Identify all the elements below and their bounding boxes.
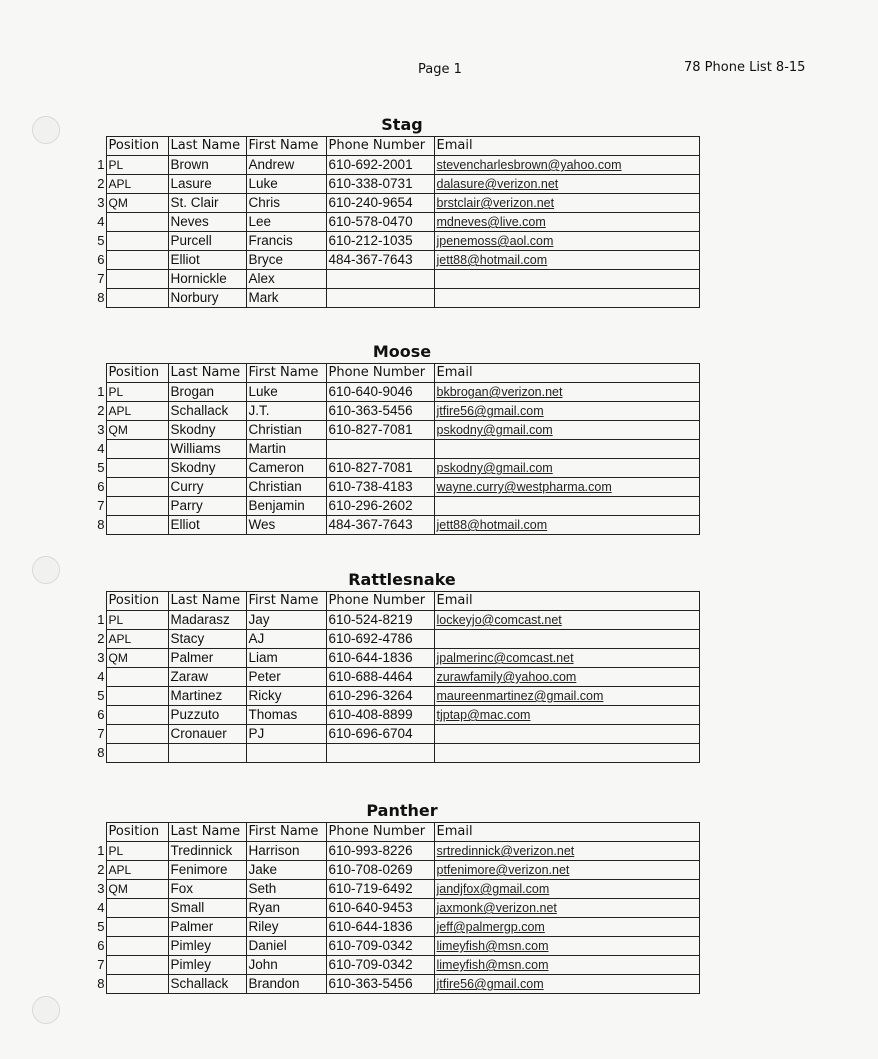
email-link[interactable]: jtfire56@gmail.com bbox=[434, 975, 699, 994]
row-number: 3 bbox=[97, 881, 105, 896]
position-cell bbox=[106, 289, 168, 308]
last-name-cell: Madarasz bbox=[168, 611, 246, 630]
section-title: Stag bbox=[381, 115, 423, 134]
email-link[interactable]: limeyfish@msn.com bbox=[434, 937, 699, 956]
last-name-cell: Palmer bbox=[168, 918, 246, 937]
last-name-cell: Martinez bbox=[168, 687, 246, 706]
first-name-cell: Ryan bbox=[246, 899, 326, 918]
row-number: 2 bbox=[97, 403, 105, 418]
position-cell: PL bbox=[106, 383, 168, 402]
row-number: 3 bbox=[97, 195, 105, 210]
position-cell bbox=[106, 516, 168, 535]
table-row bbox=[93, 880, 699, 899]
email-link[interactable]: jeff@palmergp.com bbox=[434, 918, 699, 937]
position-cell bbox=[106, 975, 168, 994]
position-cell bbox=[106, 478, 168, 497]
email-link[interactable]: stevencharlesbrown@yahoo.com bbox=[434, 156, 699, 175]
last-name-cell: Purcell bbox=[168, 232, 246, 251]
position-cell: APL bbox=[106, 630, 168, 649]
phone-cell: 610-212-1035 bbox=[326, 232, 434, 251]
first-name-header: First Name bbox=[246, 823, 326, 842]
position-header: Position bbox=[106, 364, 168, 383]
last-name-cell: Hornickle bbox=[168, 270, 246, 289]
table-row bbox=[93, 687, 699, 706]
first-name-cell: Luke bbox=[246, 383, 326, 402]
first-name-cell: Jake bbox=[246, 861, 326, 880]
row-number: 6 bbox=[97, 479, 105, 494]
position-cell: PL bbox=[106, 842, 168, 861]
email-link bbox=[434, 289, 699, 308]
last-name-cell: Palmer bbox=[168, 649, 246, 668]
table-row bbox=[93, 899, 699, 918]
email-header: Email bbox=[434, 823, 699, 842]
email-link[interactable]: jett88@hotmail.com bbox=[434, 251, 699, 270]
position-cell: QM bbox=[106, 880, 168, 899]
table-row bbox=[93, 842, 699, 861]
header-row bbox=[93, 823, 699, 842]
last-name-cell: Lasure bbox=[168, 175, 246, 194]
email-link[interactable]: dalasure@verizon.net bbox=[434, 175, 699, 194]
punch-hole bbox=[32, 116, 60, 144]
phone-header: Phone Number bbox=[326, 823, 434, 842]
punch-hole bbox=[32, 996, 60, 1024]
last-name-cell: Neves bbox=[168, 213, 246, 232]
last-name-cell: Schallack bbox=[168, 402, 246, 421]
position-header: Position bbox=[106, 592, 168, 611]
last-name-cell: Curry bbox=[168, 478, 246, 497]
first-name-cell bbox=[246, 744, 326, 763]
row-number: 2 bbox=[97, 176, 105, 191]
phone-cell: 610-708-0269 bbox=[326, 861, 434, 880]
position-header: Position bbox=[106, 137, 168, 156]
table-row bbox=[93, 383, 699, 402]
email-link[interactable]: jett88@hotmail.com bbox=[434, 516, 699, 535]
row-number: 6 bbox=[97, 938, 105, 953]
table-row bbox=[93, 459, 699, 478]
table-row bbox=[93, 213, 699, 232]
last-name-cell: Tredinnick bbox=[168, 842, 246, 861]
row-number: 8 bbox=[97, 290, 105, 305]
last-name-header: Last Name bbox=[168, 364, 246, 383]
first-name-cell: Luke bbox=[246, 175, 326, 194]
position-cell bbox=[106, 956, 168, 975]
table-row bbox=[93, 478, 699, 497]
row-number: 5 bbox=[97, 233, 105, 248]
table-row bbox=[93, 956, 699, 975]
phone-cell bbox=[326, 270, 434, 289]
row-number: 1 bbox=[97, 612, 105, 627]
position-cell bbox=[106, 668, 168, 687]
section-title: Moose bbox=[372, 342, 432, 361]
last-name-cell: Elliot bbox=[168, 251, 246, 270]
first-name-header: First Name bbox=[246, 364, 326, 383]
phone-cell: 610-640-9046 bbox=[326, 383, 434, 402]
position-cell: APL bbox=[106, 861, 168, 880]
email-link[interactable]: jpenemoss@aol.com bbox=[434, 232, 699, 251]
phone-cell: 610-640-9453 bbox=[326, 899, 434, 918]
email-link[interactable]: brstclair@verizon.net bbox=[434, 194, 699, 213]
row-number: 4 bbox=[97, 669, 105, 684]
phone-cell: 610-738-4183 bbox=[326, 478, 434, 497]
page-label: Page 1 bbox=[418, 62, 462, 77]
phone-cell: 610-644-1836 bbox=[326, 649, 434, 668]
phone-header: Phone Number bbox=[326, 137, 434, 156]
first-name-cell: Brandon bbox=[246, 975, 326, 994]
first-name-cell: Thomas bbox=[246, 706, 326, 725]
first-name-cell: Peter bbox=[246, 668, 326, 687]
roster-body bbox=[93, 156, 699, 308]
email-link[interactable]: tjptap@mac.com bbox=[434, 706, 699, 725]
phone-cell: 484-367-7643 bbox=[326, 251, 434, 270]
first-name-cell: Harrison bbox=[246, 842, 326, 861]
email-link[interactable]: ptfenimore@verizon.net bbox=[434, 861, 699, 880]
row-number: 3 bbox=[97, 650, 105, 665]
table-row bbox=[93, 194, 699, 213]
phone-cell bbox=[326, 744, 434, 763]
phone-cell: 610-696-6704 bbox=[326, 725, 434, 744]
phone-cell: 610-240-9654 bbox=[326, 194, 434, 213]
table-row bbox=[93, 975, 699, 994]
phone-cell bbox=[326, 289, 434, 308]
last-name-header: Last Name bbox=[168, 592, 246, 611]
roster-table bbox=[93, 363, 700, 535]
first-name-cell: PJ bbox=[246, 725, 326, 744]
email-link bbox=[434, 725, 699, 744]
row-number: 5 bbox=[97, 688, 105, 703]
row-number: 8 bbox=[97, 517, 105, 532]
header-row bbox=[93, 364, 699, 383]
header-row bbox=[93, 137, 699, 156]
patrol-section-rattlesnake bbox=[93, 569, 699, 763]
email-link[interactable]: bkbrogan@verizon.net bbox=[434, 383, 699, 402]
row-number: 5 bbox=[97, 919, 105, 934]
position-cell: PL bbox=[106, 611, 168, 630]
row-number: 6 bbox=[97, 707, 105, 722]
position-cell bbox=[106, 918, 168, 937]
email-link[interactable]: zurawfamily@yahoo.com bbox=[434, 668, 699, 687]
last-name-cell: Pimley bbox=[168, 956, 246, 975]
phone-cell: 610-644-1836 bbox=[326, 918, 434, 937]
position-cell bbox=[106, 706, 168, 725]
first-name-cell: Benjamin bbox=[246, 497, 326, 516]
first-name-cell: Jay bbox=[246, 611, 326, 630]
first-name-cell: Martin bbox=[246, 440, 326, 459]
position-cell bbox=[106, 725, 168, 744]
position-cell bbox=[106, 459, 168, 478]
position-cell bbox=[106, 744, 168, 763]
patrol-section-panther bbox=[93, 800, 699, 994]
phone-cell: 610-363-5456 bbox=[326, 402, 434, 421]
phone-cell: 610-692-4786 bbox=[326, 630, 434, 649]
email-link[interactable]: srtredinnick@verizon.net bbox=[434, 842, 699, 861]
last-name-cell: Brogan bbox=[168, 383, 246, 402]
document-title: 78 Phone List 8-15 bbox=[684, 60, 806, 75]
table-row bbox=[93, 270, 699, 289]
table-row bbox=[93, 232, 699, 251]
section-title: Panther bbox=[366, 801, 438, 820]
position-cell bbox=[106, 937, 168, 956]
row-number: 7 bbox=[97, 498, 105, 513]
row-number: 8 bbox=[97, 745, 105, 760]
last-name-cell: Fenimore bbox=[168, 861, 246, 880]
row-number: 7 bbox=[97, 726, 105, 741]
last-name-header: Last Name bbox=[168, 137, 246, 156]
table-row bbox=[93, 861, 699, 880]
email-header: Email bbox=[434, 137, 699, 156]
email-link[interactable]: limeyfish@msn.com bbox=[434, 956, 699, 975]
roster-body bbox=[93, 383, 699, 535]
last-name-cell: Pimley bbox=[168, 937, 246, 956]
email-link[interactable]: mdneves@live.com bbox=[434, 213, 699, 232]
first-name-cell: Cameron bbox=[246, 459, 326, 478]
phone-cell: 484-367-7643 bbox=[326, 516, 434, 535]
phone-cell: 610-296-2602 bbox=[326, 497, 434, 516]
email-link[interactable]: pskodny@gmail.com bbox=[434, 421, 699, 440]
row-number: 7 bbox=[97, 957, 105, 972]
phone-cell: 610-993-8226 bbox=[326, 842, 434, 861]
last-name-header: Last Name bbox=[168, 823, 246, 842]
email-link bbox=[434, 630, 699, 649]
position-cell bbox=[106, 251, 168, 270]
last-name-cell: Fox bbox=[168, 880, 246, 899]
row-number: 8 bbox=[97, 976, 105, 991]
first-name-cell: Ricky bbox=[246, 687, 326, 706]
row-number: 6 bbox=[97, 252, 105, 267]
phone-cell: 610-709-0342 bbox=[326, 956, 434, 975]
position-cell bbox=[106, 687, 168, 706]
position-cell: APL bbox=[106, 175, 168, 194]
row-number: 2 bbox=[97, 631, 105, 646]
row-number: 7 bbox=[97, 271, 105, 286]
email-link bbox=[434, 497, 699, 516]
phone-cell: 610-338-0731 bbox=[326, 175, 434, 194]
num-header bbox=[93, 137, 106, 156]
position-cell: APL bbox=[106, 402, 168, 421]
first-name-cell: John bbox=[246, 956, 326, 975]
first-name-header: First Name bbox=[246, 592, 326, 611]
phone-cell: 610-709-0342 bbox=[326, 937, 434, 956]
first-name-header: First Name bbox=[246, 137, 326, 156]
email-link bbox=[434, 744, 699, 763]
position-cell bbox=[106, 440, 168, 459]
num-header bbox=[93, 364, 106, 383]
position-cell bbox=[106, 497, 168, 516]
last-name-cell: Cronauer bbox=[168, 725, 246, 744]
last-name-cell: Stacy bbox=[168, 630, 246, 649]
email-link[interactable]: lockeyjo@comcast.net bbox=[434, 611, 699, 630]
table-row bbox=[93, 706, 699, 725]
first-name-cell: Seth bbox=[246, 880, 326, 899]
table-row bbox=[93, 251, 699, 270]
table-row bbox=[93, 175, 699, 194]
patrol-section-stag bbox=[93, 114, 699, 308]
row-number: 3 bbox=[97, 422, 105, 437]
roster-table bbox=[93, 136, 700, 308]
last-name-cell bbox=[168, 744, 246, 763]
position-cell: PL bbox=[106, 156, 168, 175]
first-name-cell: Daniel bbox=[246, 937, 326, 956]
email-link[interactable]: jpalmerinc@comcast.net bbox=[434, 649, 699, 668]
table-row bbox=[93, 440, 699, 459]
first-name-cell: Chris bbox=[246, 194, 326, 213]
position-cell: QM bbox=[106, 194, 168, 213]
table-row bbox=[93, 668, 699, 687]
email-link[interactable]: jtfire56@gmail.com bbox=[434, 402, 699, 421]
first-name-cell: AJ bbox=[246, 630, 326, 649]
table-row bbox=[93, 421, 699, 440]
first-name-cell: Francis bbox=[246, 232, 326, 251]
last-name-cell: Elliot bbox=[168, 516, 246, 535]
last-name-cell: Williams bbox=[168, 440, 246, 459]
last-name-cell: Schallack bbox=[168, 975, 246, 994]
position-header: Position bbox=[106, 823, 168, 842]
last-name-cell: Brown bbox=[168, 156, 246, 175]
table-row bbox=[93, 516, 699, 535]
phone-cell: 610-296-3264 bbox=[326, 687, 434, 706]
first-name-cell: Andrew bbox=[246, 156, 326, 175]
phone-cell: 610-827-7081 bbox=[326, 421, 434, 440]
row-number: 1 bbox=[97, 157, 105, 172]
phone-cell: 610-408-8899 bbox=[326, 706, 434, 725]
first-name-cell: Riley bbox=[246, 918, 326, 937]
header-row bbox=[93, 592, 699, 611]
phone-cell: 610-578-0470 bbox=[326, 213, 434, 232]
position-cell bbox=[106, 232, 168, 251]
email-header: Email bbox=[434, 364, 699, 383]
phone-cell bbox=[326, 440, 434, 459]
phone-cell: 610-692-2001 bbox=[326, 156, 434, 175]
roster-body bbox=[93, 611, 699, 763]
table-row bbox=[93, 937, 699, 956]
position-cell: QM bbox=[106, 421, 168, 440]
last-name-cell: Small bbox=[168, 899, 246, 918]
first-name-cell: Wes bbox=[246, 516, 326, 535]
table-row bbox=[93, 156, 699, 175]
roster-body bbox=[93, 842, 699, 994]
table-row bbox=[93, 402, 699, 421]
last-name-cell: St. Clair bbox=[168, 194, 246, 213]
row-number: 4 bbox=[97, 900, 105, 915]
position-cell bbox=[106, 270, 168, 289]
table-row bbox=[93, 918, 699, 937]
email-link[interactable]: pskodny@gmail.com bbox=[434, 459, 699, 478]
table-row bbox=[93, 630, 699, 649]
roster-table bbox=[93, 822, 700, 994]
phone-cell: 610-688-4464 bbox=[326, 668, 434, 687]
first-name-cell: Bryce bbox=[246, 251, 326, 270]
position-cell bbox=[106, 213, 168, 232]
row-number: 2 bbox=[97, 862, 105, 877]
phone-cell: 610-524-8219 bbox=[326, 611, 434, 630]
phone-cell: 610-827-7081 bbox=[326, 459, 434, 478]
table-row bbox=[93, 611, 699, 630]
first-name-cell: Mark bbox=[246, 289, 326, 308]
email-link[interactable]: jandjfox@gmail.com bbox=[434, 880, 699, 899]
first-name-cell: Lee bbox=[246, 213, 326, 232]
position-cell bbox=[106, 899, 168, 918]
num-header bbox=[93, 823, 106, 842]
email-link[interactable]: maureenmartinez@gmail.com bbox=[434, 687, 699, 706]
email-header: Email bbox=[434, 592, 699, 611]
email-link bbox=[434, 440, 699, 459]
table-row bbox=[93, 744, 699, 763]
row-number: 5 bbox=[97, 460, 105, 475]
roster-table bbox=[93, 591, 700, 763]
row-number: 1 bbox=[97, 843, 105, 858]
punch-hole bbox=[32, 556, 60, 584]
row-number: 4 bbox=[97, 214, 105, 229]
table-row bbox=[93, 497, 699, 516]
email-link bbox=[434, 270, 699, 289]
first-name-cell: Christian bbox=[246, 478, 326, 497]
first-name-cell: Christian bbox=[246, 421, 326, 440]
last-name-cell: Skodny bbox=[168, 459, 246, 478]
table-row bbox=[93, 289, 699, 308]
email-link[interactable]: jaxmonk@verizon.net bbox=[434, 899, 699, 918]
first-name-cell: J.T. bbox=[246, 402, 326, 421]
last-name-cell: Skodny bbox=[168, 421, 246, 440]
table-row bbox=[93, 649, 699, 668]
phone-header: Phone Number bbox=[326, 364, 434, 383]
phone-header: Phone Number bbox=[326, 592, 434, 611]
first-name-cell: Liam bbox=[246, 649, 326, 668]
phone-cell: 610-719-6492 bbox=[326, 880, 434, 899]
patrol-section-moose bbox=[93, 341, 699, 535]
last-name-cell: Puzzuto bbox=[168, 706, 246, 725]
last-name-cell: Parry bbox=[168, 497, 246, 516]
phone-cell: 610-363-5456 bbox=[326, 975, 434, 994]
position-cell: QM bbox=[106, 649, 168, 668]
last-name-cell: Norbury bbox=[168, 289, 246, 308]
last-name-cell: Zaraw bbox=[168, 668, 246, 687]
email-link[interactable]: wayne.curry@westpharma.com bbox=[434, 478, 699, 497]
table-row bbox=[93, 725, 699, 744]
row-number: 4 bbox=[97, 441, 105, 456]
first-name-cell: Alex bbox=[246, 270, 326, 289]
section-title: Rattlesnake bbox=[348, 570, 456, 589]
row-number: 1 bbox=[97, 384, 105, 399]
num-header bbox=[93, 592, 106, 611]
